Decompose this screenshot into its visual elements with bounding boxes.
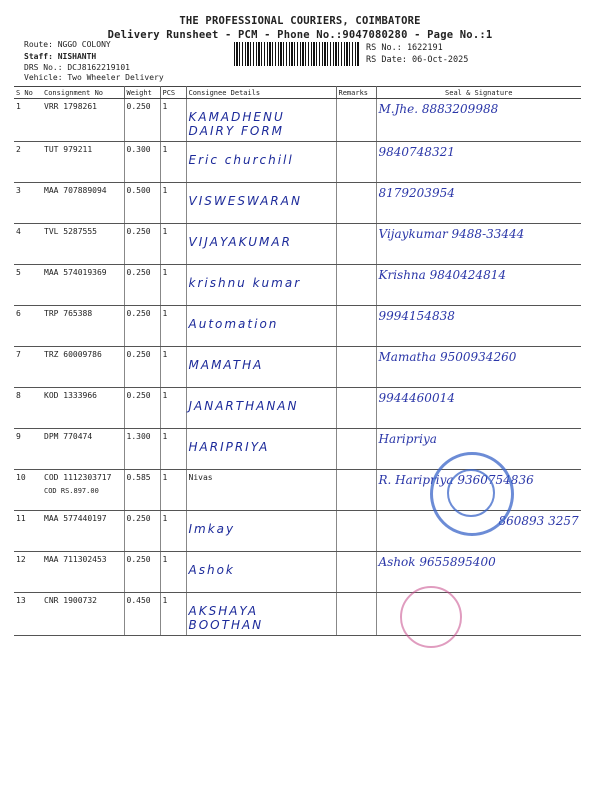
row-pcs: 1 <box>160 306 186 347</box>
row-sno: 4 <box>14 224 42 265</box>
row-consignee: Nivas <box>188 473 213 482</box>
row-remarks <box>336 511 376 552</box>
row-weight: 0.250 <box>124 388 160 429</box>
row-remarks <box>336 470 376 511</box>
company-seal-stamp <box>430 452 514 536</box>
table-row <box>14 593 581 636</box>
row-consignee-cell <box>186 142 336 183</box>
row-consignee: VISWESWARAN <box>188 194 302 208</box>
row-remarks <box>336 593 376 636</box>
row-consignment: MAA 574019369 <box>42 265 124 306</box>
row-consignee: Automation <box>188 317 279 331</box>
row-weight: 0.250 <box>124 511 160 552</box>
table-row <box>14 224 581 265</box>
row-signature: M.Jhe. 8883209988 <box>378 102 499 116</box>
row-remarks <box>336 347 376 388</box>
row-weight: 0.300 <box>124 142 160 183</box>
row-weight: 0.250 <box>124 347 160 388</box>
col-consignment: Consignment No <box>42 87 124 99</box>
table-row <box>14 552 581 593</box>
rs-date: RS Date: 06-Oct-2025 <box>366 55 469 65</box>
table-row <box>14 306 581 347</box>
col-remarks: Remarks <box>336 87 376 99</box>
row-sno: 13 <box>14 593 42 636</box>
row-signature-cell <box>376 183 581 224</box>
col-consignee: Consignee Details <box>186 87 336 99</box>
row-signature: Mamatha 9500934260 <box>378 350 517 364</box>
row-consignee-cell <box>186 306 336 347</box>
row-consignment: TVL 5287555 <box>42 224 124 265</box>
row-weight: 0.500 <box>124 183 160 224</box>
row-consignment: MAA 711302453 <box>42 552 124 593</box>
row-signature: R. Haripriya 9360754836 <box>378 473 534 487</box>
row-pcs: 1 <box>160 470 186 511</box>
table-row <box>14 347 581 388</box>
row-consignee-cell <box>186 593 336 636</box>
row-weight: 1.300 <box>124 429 160 470</box>
row-consignee: VIJAYAKUMAR <box>188 235 292 249</box>
row-consignee-cell <box>186 511 336 552</box>
row-consignee: MAMATHA <box>188 358 264 372</box>
row-weight: 0.250 <box>124 552 160 593</box>
row-weight: 0.250 <box>124 265 160 306</box>
row-signature-cell <box>376 99 581 142</box>
row-consignment: KOD 1333966 <box>42 388 124 429</box>
row-pcs: 1 <box>160 552 186 593</box>
row-remarks <box>336 99 376 142</box>
row-pcs: 1 <box>160 593 186 636</box>
row-signature-cell <box>376 142 581 183</box>
row-remarks <box>336 224 376 265</box>
row-consignee: krishnu kumar <box>188 276 302 290</box>
row-signature-cell <box>376 224 581 265</box>
row-sno: 7 <box>14 347 42 388</box>
row-consignment: VRR 1798261 <box>42 99 124 142</box>
row-consignment: TUT 979211 <box>42 142 124 183</box>
row-remarks <box>336 429 376 470</box>
row-consignment: COD 1112303717 <box>44 473 112 482</box>
runsheet-table <box>14 86 581 636</box>
row-consignee: Eric churchill <box>188 153 294 167</box>
company-title: THE PROFESSIONAL COURIERS, COIMBATORE <box>179 15 421 27</box>
row-remarks <box>336 552 376 593</box>
row-consignee-cell <box>186 470 336 511</box>
row-consignee-cell <box>186 429 336 470</box>
row-weight: 0.250 <box>124 224 160 265</box>
row-signature: 8179203954 <box>378 186 455 200</box>
row-pcs: 1 <box>160 142 186 183</box>
row-signature: 9994154838 <box>378 309 455 323</box>
row-sno: 5 <box>14 265 42 306</box>
col-weight: Weight <box>124 87 160 99</box>
row-signature-cell <box>376 552 581 593</box>
seal-inner-ring <box>447 469 495 517</box>
row-pcs: 1 <box>160 429 186 470</box>
col-pcs: PCS <box>160 87 186 99</box>
row-signature: Krishna 9840424814 <box>378 268 506 282</box>
row-signature: 860893 3257 <box>498 514 579 528</box>
row-remarks <box>336 388 376 429</box>
drs-number: DRS No.: DCJ8162219101 <box>24 63 130 72</box>
row-consignment: MAA 707889094 <box>42 183 124 224</box>
row-pcs: 1 <box>160 347 186 388</box>
table-header-row <box>14 87 581 99</box>
vehicle-label: Vehicle: Two Wheeler Delivery <box>24 73 164 82</box>
table-row <box>14 99 581 142</box>
barcode <box>234 42 360 66</box>
row-remarks <box>336 306 376 347</box>
row-sno: 8 <box>14 388 42 429</box>
table-row <box>14 183 581 224</box>
row-consignment: DPM 770474 <box>42 429 124 470</box>
row-sno: 9 <box>14 429 42 470</box>
table-row <box>14 388 581 429</box>
row-signature: Ashok 9655895400 <box>378 555 496 569</box>
row-signature-cell <box>376 306 581 347</box>
row-sno: 1 <box>14 99 42 142</box>
row-signature: 9944460014 <box>378 391 455 405</box>
row-consignee-cell <box>186 224 336 265</box>
row-consignment: MAA 577440197 <box>42 511 124 552</box>
row-remarks <box>336 142 376 183</box>
row-remarks <box>336 265 376 306</box>
row-sno: 10 <box>14 470 42 511</box>
row-consignee-cell <box>186 99 336 142</box>
row-signature-cell <box>376 265 581 306</box>
row-consignee-cell <box>186 388 336 429</box>
row-weight: 0.250 <box>124 99 160 142</box>
row-remarks <box>336 183 376 224</box>
row-consignment-cell <box>42 470 124 511</box>
row-consignee: Imkay <box>188 522 236 536</box>
row-pcs: 1 <box>160 388 186 429</box>
row-consignee-cell <box>186 265 336 306</box>
row-consignment: TRZ 60009786 <box>42 347 124 388</box>
row-pcs: 1 <box>160 99 186 142</box>
row-signature: Haripriya <box>378 432 437 446</box>
row-consignee: JANARTHANAN <box>188 399 299 413</box>
row-sno: 12 <box>14 552 42 593</box>
rs-number: RS No.: 1622191 <box>366 43 443 53</box>
row-pcs: 1 <box>160 183 186 224</box>
row-consignee: KAMADHENU DAIRY FORM <box>188 110 285 138</box>
row-consignee: HARIPRIYA <box>188 440 270 454</box>
row-weight: 0.585 <box>124 470 160 511</box>
row-consignee: Ashok <box>188 563 235 577</box>
row-sno: 11 <box>14 511 42 552</box>
row-consignee-cell <box>186 552 336 593</box>
row-weight: 0.250 <box>124 306 160 347</box>
row-consignee: AKSHAYA BOOTHAN <box>188 604 264 632</box>
row-sno: 6 <box>14 306 42 347</box>
col-signature: Seal & Signature <box>376 87 581 99</box>
runsheet-subtitle: Delivery Runsheet - PCM - Phone No.:9047080280 - Page No.:1 <box>107 29 493 41</box>
table-row <box>14 265 581 306</box>
row-signature: Vijaykumar 9488-33444 <box>378 227 525 241</box>
row-signature: 9840748321 <box>378 145 455 159</box>
row-weight: 0.450 <box>124 593 160 636</box>
table-row <box>14 142 581 183</box>
row-consignee-cell <box>186 183 336 224</box>
row-signature-cell <box>376 347 581 388</box>
row-pcs: 1 <box>160 265 186 306</box>
staff-label: Staff: NISHANTH <box>24 52 97 61</box>
cod-amount: COD RS.897.00 <box>44 487 99 495</box>
row-consignment: CNR 1900732 <box>42 593 124 636</box>
row-signature-cell <box>376 388 581 429</box>
row-consignee-cell <box>186 347 336 388</box>
col-sno: S No <box>14 87 42 99</box>
row-consignment: TRP 765388 <box>42 306 124 347</box>
row-pcs: 1 <box>160 224 186 265</box>
row-pcs: 1 <box>160 511 186 552</box>
route-label: Route: NGGO COLONY <box>24 40 111 49</box>
akshaya-seal-stamp <box>400 586 462 648</box>
row-sno: 3 <box>14 183 42 224</box>
row-sno: 2 <box>14 142 42 183</box>
